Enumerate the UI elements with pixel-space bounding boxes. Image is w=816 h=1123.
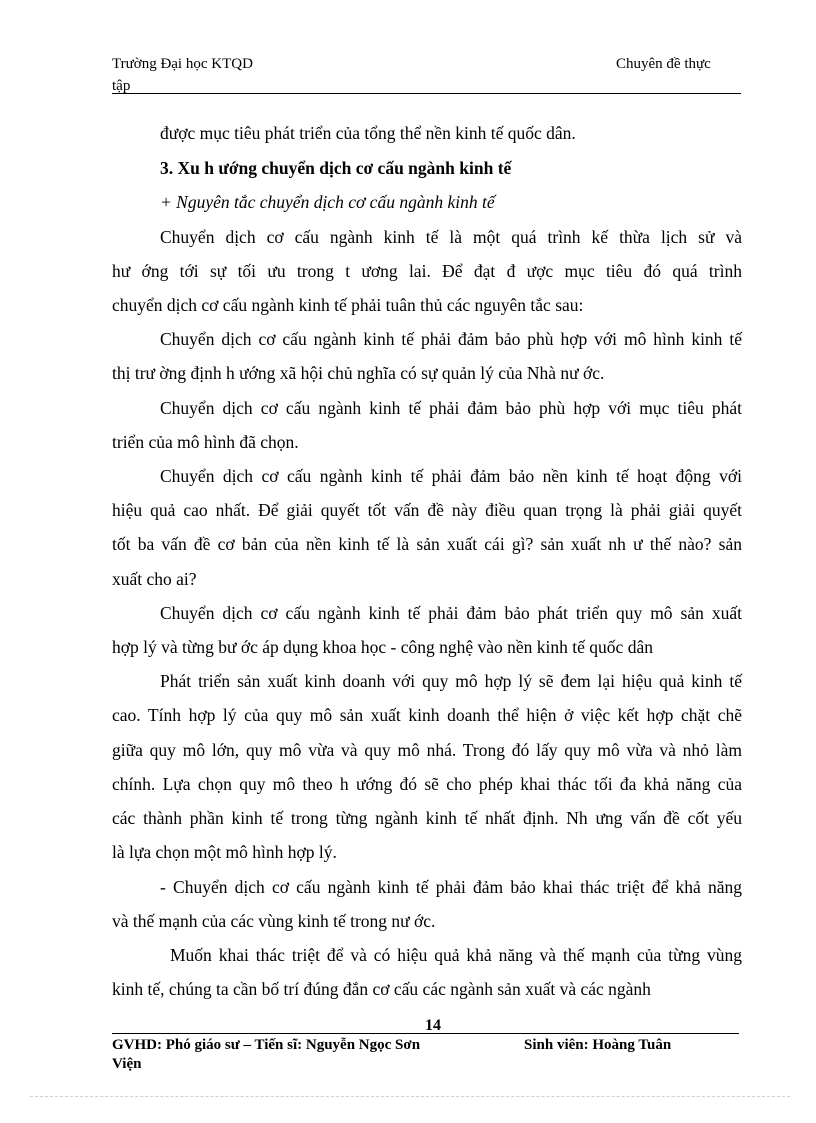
text-line: Muốn khai thác triệt để và có hiệu quả khả năng và thế mạnh của từng vùng: [170, 945, 742, 965]
section-heading: 3. Xu h ướng chuyển dịch cơ cấu ngành kinh tế: [160, 158, 512, 178]
text-line: chính. Lựa chọn quy mô theo h ướng đó sẽ cho phép khai thác tối đa khả năng của: [112, 774, 742, 794]
footer-student: Sinh viên: Hoàng Tuân: [524, 1037, 672, 1053]
text-line: hiệu quả cao nhất. Để giải quyết tốt vấn đề này điều quan trọng là phải giải quyết: [112, 500, 742, 520]
text-line: các thành phần kinh tế trong từng ngành kinh tế nhất định. Nh ưng vấn đề cốt yếu: [112, 808, 742, 828]
header-school-name: Trường Đại học KTQD: [112, 56, 253, 72]
page-break-divider: [30, 1096, 790, 1097]
text-line: triển của mô hình đã chọn.: [112, 432, 299, 452]
header-title: Chuyên đề thực: [616, 56, 711, 72]
text-line: - Chuyển dịch cơ cấu ngành kinh tế phải đảm bảo khai thác triệt để khả năng: [160, 877, 742, 897]
header-rule: [112, 93, 741, 94]
text-line: tốt ba vấn đề cơ bản của nền kinh tế là sản xuất cái gì? sản xuất nh ư thế nào? sản: [112, 534, 742, 554]
text-line: được mục tiêu phát triển của tổng thể nền kinh tế quốc dân.: [160, 123, 576, 143]
text-line: hư ớng tới sự tối ưu trong t ương lai. Để đạt đ ược mục tiêu đó quá trình: [112, 261, 742, 281]
text-line: Chuyển dịch cơ cấu ngành kinh tế phải đảm bảo phù hợp với mục tiêu phát: [160, 398, 742, 418]
text-line: Chuyển dịch cơ cấu ngành kinh tế phải đảm bảo nền kinh tế hoạt động với: [160, 466, 742, 486]
footer-advisor: GVHD: Phó giáo sư – Tiến sĩ: Nguyễn Ngọc Sơn: [112, 1037, 421, 1053]
footer-advisor-cont: Viện: [112, 1056, 142, 1072]
text-line: hợp lý và từng bư ớc áp dụng khoa học - công nghệ vào nền kinh tế quốc dân: [112, 637, 653, 657]
sub-heading: + Nguyên tắc chuyển dịch cơ cấu ngành kinh tế: [160, 192, 495, 212]
footer-rule: [112, 1033, 739, 1034]
header-school-cont: tập: [112, 78, 131, 94]
text-line: cao. Tính hợp lý của quy mô sản xuất kinh doanh thể hiện ở việc kết hợp chặt chẽ: [112, 705, 742, 725]
text-line: Chuyển dịch cơ cấu ngành kinh tế là một quá trình kế thừa lịch sử và: [160, 227, 742, 247]
text-line: chuyển dịch cơ cấu ngành kinh tế phải tuân thủ các nguyên tắc sau:: [112, 295, 584, 315]
text-line: Phát triển sản xuất kinh doanh với quy mô hợp lý sẽ đem lại hiệu quả kinh tế: [160, 671, 742, 691]
text-line: xuất cho ai?: [112, 569, 197, 589]
text-line: giữa quy mô lớn, quy mô vừa và quy mô nhá. Trong đó lấy quy mô vừa và nhỏ làm: [112, 740, 742, 760]
text-line: Chuyển dịch cơ cấu ngành kinh tế phải đảm bảo phát triển quy mô sản xuất: [160, 603, 742, 623]
page-number: 14: [425, 1017, 441, 1034]
header-school: [112, 53, 253, 97]
text-line: và thế mạnh của các vùng kinh tế trong nư ớc.: [112, 911, 436, 931]
text-line: Chuyển dịch cơ cấu ngành kinh tế phải đảm bảo phù hợp với mô hình kinh tế: [160, 329, 742, 349]
text-line: là lựa chọn một mô hình hợp lý.: [112, 842, 337, 862]
text-line: thị trư ờng định h ướng xã hội chủ nghĩa có sự quản lý của Nhà nư ớc.: [112, 363, 605, 383]
text-line: kinh tế, chúng ta cần bố trí đúng đắn cơ cấu các ngành sản xuất và các ngành: [112, 979, 651, 999]
